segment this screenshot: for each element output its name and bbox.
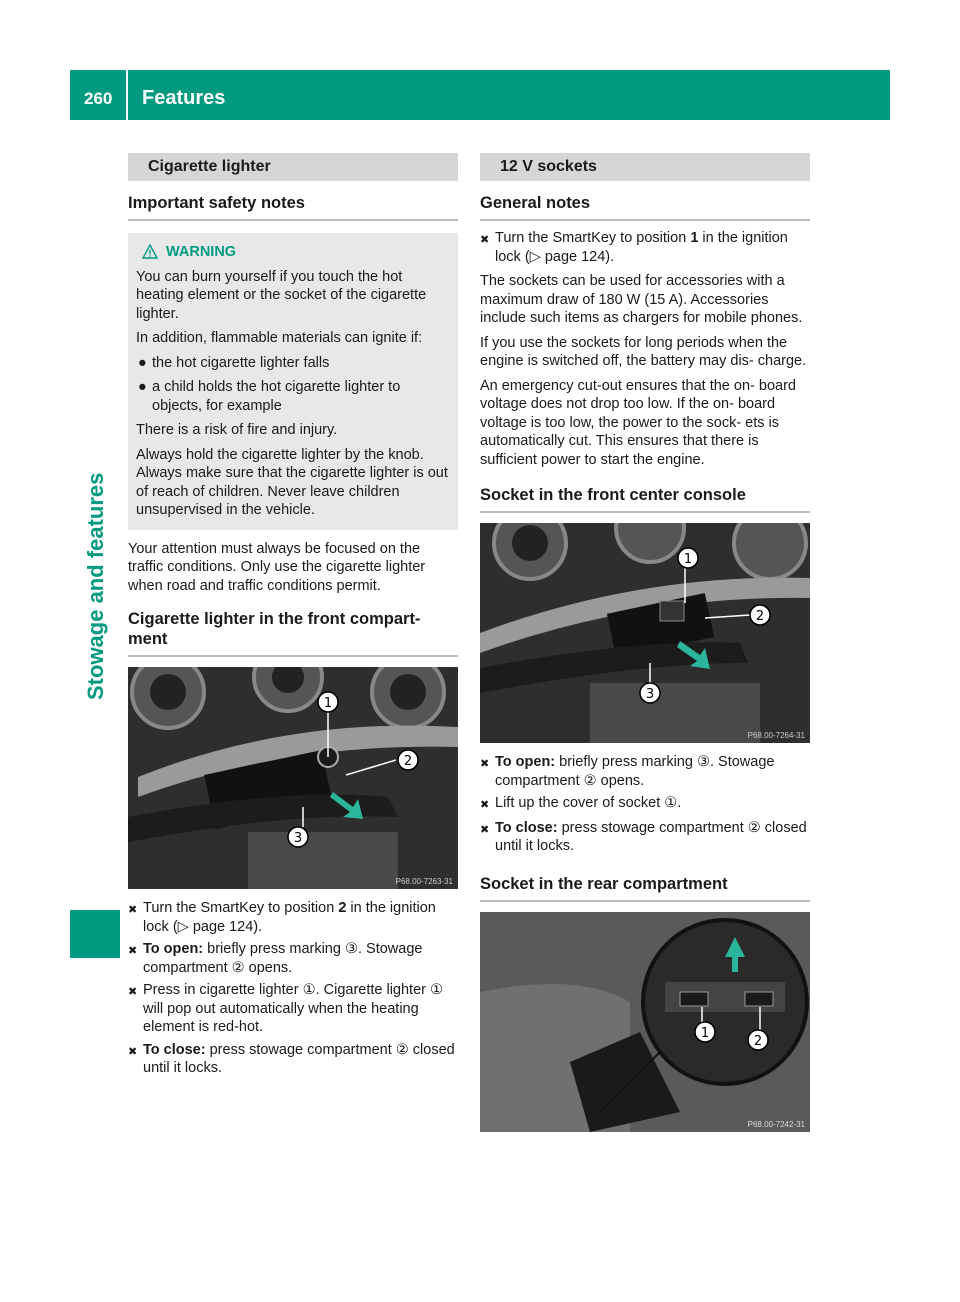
step-text: press stowage compartment ② closed until it locks. — [143, 1041, 455, 1076]
callout-2: 2 — [755, 609, 765, 624]
side-tab-label: Stowage and features — [83, 472, 108, 700]
figure-code: P68.00-7263-31 — [395, 877, 453, 886]
step-text: in the ignition lock (▷ page 124). — [143, 900, 436, 935]
warning-text: Always hold the cigarette lighter by the knob. Always make sure that the cigarette lighter is out of reach of children. Never leave children unsupervised in the vehicle. — [136, 446, 448, 518]
warning-box — [128, 233, 458, 530]
instruction-step — [128, 1041, 458, 1078]
step-arrow-icon: ✖ — [480, 823, 490, 836]
warning-text: In addition, flammable materials can ignite if: — [136, 330, 423, 346]
list-item-text: the hot cigarette lighter falls — [152, 354, 330, 371]
right-column — [480, 153, 810, 1132]
side-tab-marker — [70, 910, 120, 958]
step-arrow-icon: ✖ — [128, 904, 138, 916]
warning-icon — [142, 244, 158, 260]
step-text: Turn the SmartKey to position — [143, 900, 339, 916]
heading: Cigarette lighter in the front compart- ment — [128, 609, 458, 657]
callout-1: 1 — [323, 696, 333, 711]
step-arrow-icon: ✖ — [480, 758, 490, 770]
figure-cigarette-lighter — [128, 667, 458, 889]
heading: Socket in the front center console — [480, 485, 810, 513]
warning-text: You can burn yourself if you touch the hot heating element or the socket of the cigarette lighter. — [136, 268, 427, 322]
list-item: ● the hot cigarette lighter falls — [138, 354, 330, 371]
step-text: briefly press marking ③. Stowage compartment ② opens. — [495, 754, 775, 789]
step-bold: 2 — [338, 900, 347, 916]
figure-rear-socket — [480, 912, 810, 1132]
step-bold: To close: — [143, 1041, 206, 1058]
callout-2: 2 — [753, 1033, 763, 1049]
chapter-title: Features — [142, 87, 226, 109]
instruction-step — [480, 229, 810, 266]
callout-3: 3 — [645, 687, 655, 702]
page-number: 260 — [84, 89, 113, 108]
warning-label: WARNING — [166, 244, 237, 260]
step-text: in the ignition lock (▷ page 124). — [495, 230, 788, 265]
section-title: Cigarette lighter — [128, 153, 458, 181]
step-bold: To open: — [143, 941, 204, 957]
instruction-step — [128, 981, 458, 1037]
heading: Socket in the rear compartment — [480, 874, 810, 902]
left-column — [128, 153, 458, 1078]
step-bold: To close: — [495, 819, 558, 836]
callout-1: 1 — [683, 552, 693, 567]
paragraph: Your attention must always be focused on the traffic conditions. Only use the cigarette lighter when road and traffic conditions permit. — [128, 540, 426, 594]
figure-code: P68.00-7264-31 — [747, 731, 805, 740]
figure-front-socket — [480, 523, 810, 743]
step-arrow-icon: ✖ — [480, 234, 490, 246]
instruction-step — [480, 753, 810, 790]
callout-3: 3 — [293, 831, 303, 846]
step-text: Turn the SmartKey to position — [495, 230, 691, 246]
list-item-text: a child holds the hot cigarette lighter to objects, for example — [152, 379, 401, 414]
page-header — [70, 70, 890, 120]
section-title: 12 V sockets — [480, 153, 810, 181]
header-divider — [126, 70, 128, 120]
paragraph: The sockets can be used for accessories with a maximum draw of 180 W (15 A). Accessories include such items as chargers for mobile phones. — [480, 273, 803, 326]
step-arrow-icon: ✖ — [480, 799, 490, 811]
step-bold: 1 — [690, 230, 699, 246]
warning-text: There is a risk of fire and injury. — [136, 422, 338, 438]
instruction-step — [128, 940, 458, 977]
warning-header — [136, 243, 450, 262]
step-text: press stowage compartment ② closed until it locks. — [495, 819, 807, 854]
instruction-step — [128, 899, 458, 936]
step-text: briefly press marking ③. Stowage compartment ② opens. — [143, 941, 423, 976]
callout-1: 1 — [700, 1025, 710, 1041]
paragraph: If you use the sockets for long periods when the engine is switched off, the battery may dis- charge. — [480, 334, 807, 369]
heading: General notes — [480, 193, 810, 221]
step-arrow-icon: ✖ — [128, 1045, 138, 1058]
side-tab — [70, 120, 120, 1240]
instruction-step — [480, 794, 810, 815]
list-item: ● a child holds the hot cigarette lighter to objects, for example — [136, 378, 450, 415]
instruction-step — [480, 819, 810, 856]
step-bold: To open: — [495, 754, 556, 770]
step-arrow-icon: ✖ — [128, 986, 138, 998]
step-text: Press in cigarette lighter ①. Cigarette lighter ① will pop out automatically when the heating element is red-hot. — [143, 982, 444, 1035]
step-arrow-icon: ✖ — [128, 945, 138, 957]
paragraph: An emergency cut-out ensures that the on- board voltage does not drop too low. If the on- board voltage is too low, the power to the sock- ets is automatically cut. This ensures that there is sufficient power to start the engine. — [480, 377, 796, 468]
heading: Important safety notes — [128, 193, 458, 221]
figure-code: P68.00-7242-31 — [747, 1119, 805, 1129]
callout-2: 2 — [403, 754, 413, 769]
step-text: Lift up the cover of socket ①. — [495, 795, 682, 811]
